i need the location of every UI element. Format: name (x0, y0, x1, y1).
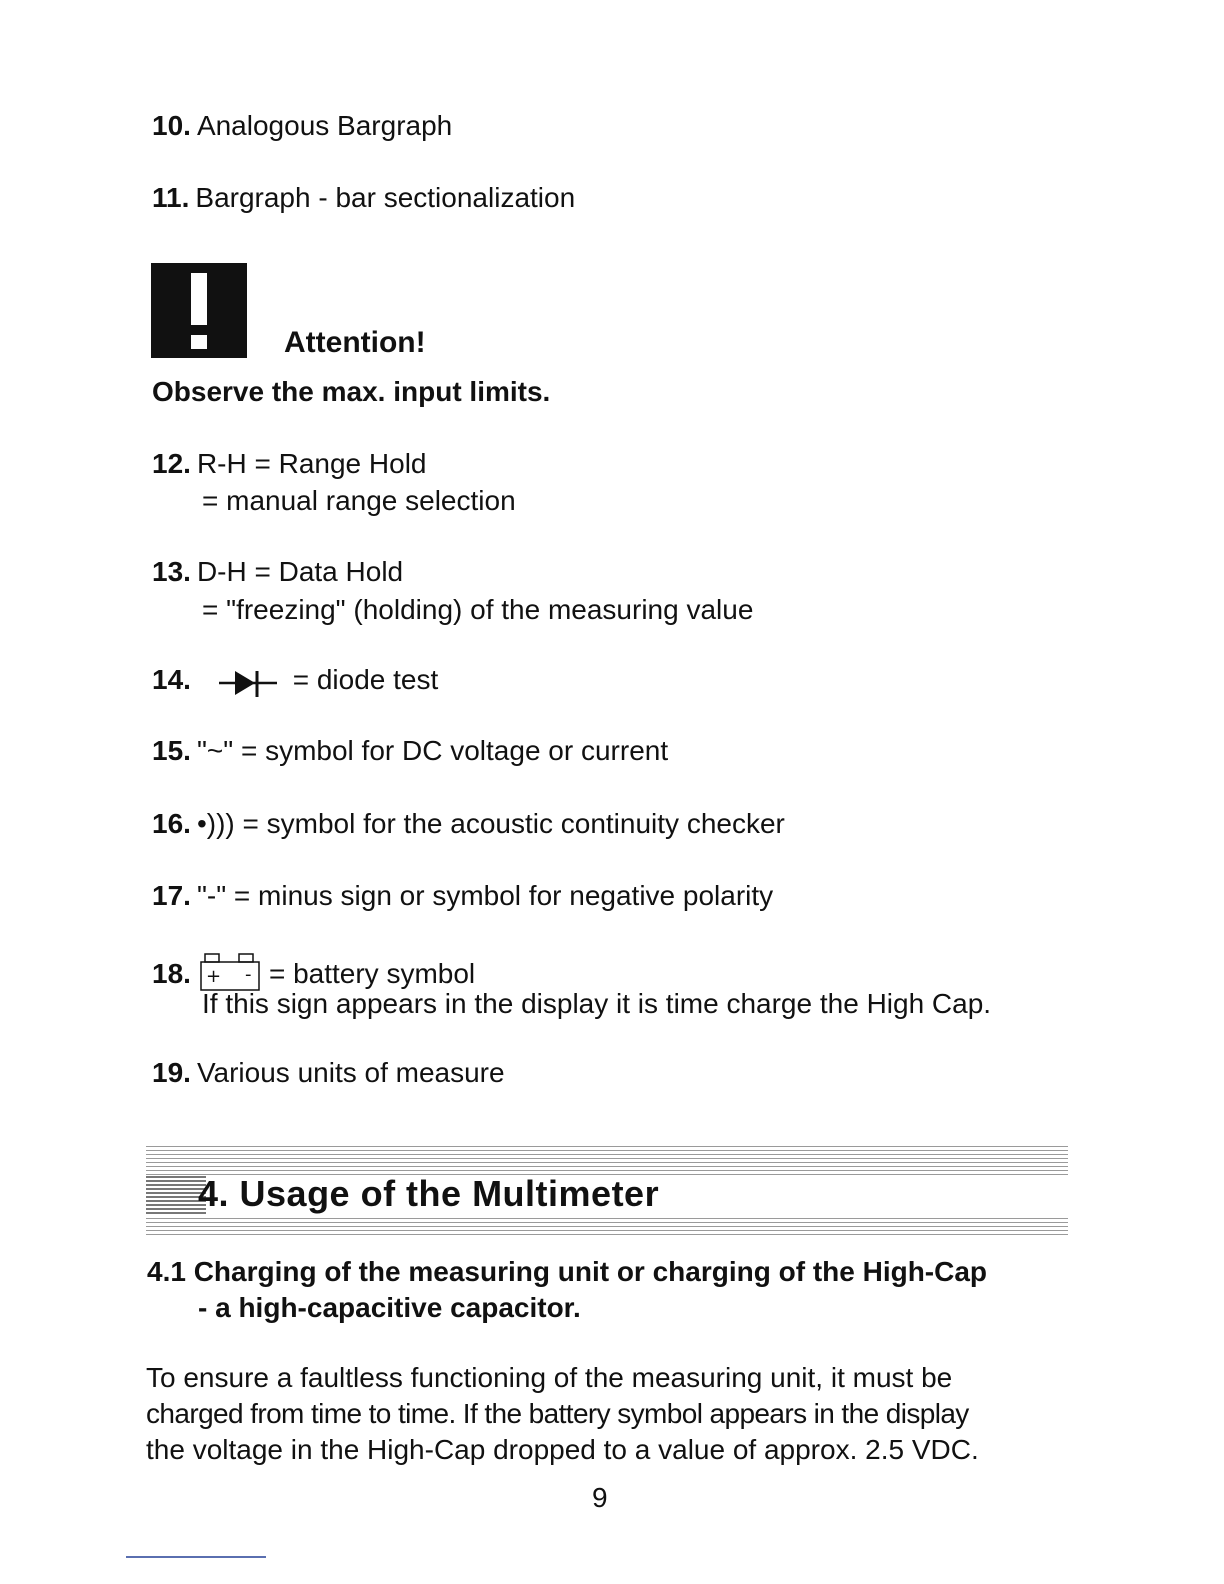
attention-icon (151, 263, 247, 358)
list-item-12-detail: = manual range selection (202, 485, 516, 516)
svg-text:-: - (244, 964, 252, 985)
section-title: 4. Usage of the Multimeter (198, 1173, 660, 1214)
subsection-heading: 4.1 Charging of the measuring unit or charging of the High-Cap (147, 1256, 988, 1287)
subsection-heading-continued: - a high-capacitive capacitor. (198, 1292, 581, 1323)
list-item-18-detail: If this sign appears in the display it is time charge the High Cap. (202, 988, 992, 1019)
paragraph-line: the voltage in the High-Cap dropped to a value of approx. 2.5 VDC. (146, 1434, 979, 1465)
list-item-18: 18. + - = battery symbol (152, 948, 475, 992)
attention-title: Attention! (284, 326, 426, 359)
list-item-19: 19. Various units of measure (152, 1057, 505, 1088)
list-item-15: 15. "~" = symbol for DC voltage or current (152, 735, 669, 766)
footer-divider (126, 1556, 266, 1558)
list-item-10: 10. Analogous Bargraph (152, 110, 453, 141)
diode-icon (219, 667, 277, 697)
paragraph-line: To ensure a faultless functioning of the measuring unit, it must be (146, 1362, 953, 1393)
list-item-13-detail: = "freezing" (holding) of the measuring value (202, 594, 754, 625)
body-paragraph (146, 1360, 1066, 1468)
page-number: 9 (592, 1482, 608, 1513)
list-item-14: 14. = diode test (152, 664, 439, 695)
list-item-16: 16. •))) = symbol for the acoustic continuity checker (152, 808, 785, 839)
list-item-11: 11. Bargraph - bar sectionalization (152, 182, 576, 213)
paragraph-line: charged from time to time. If the battery symbol appears in the display (146, 1398, 969, 1429)
list-item-17: 17. "-" = minus sign or symbol for negative polarity (152, 880, 774, 911)
attention-text: Observe the max. input limits. (152, 376, 551, 407)
list-item-13: 13. D-H = Data Hold (152, 556, 404, 587)
svg-text:+: + (205, 966, 222, 987)
list-item-12: 12. R-H = Range Hold (152, 448, 427, 479)
